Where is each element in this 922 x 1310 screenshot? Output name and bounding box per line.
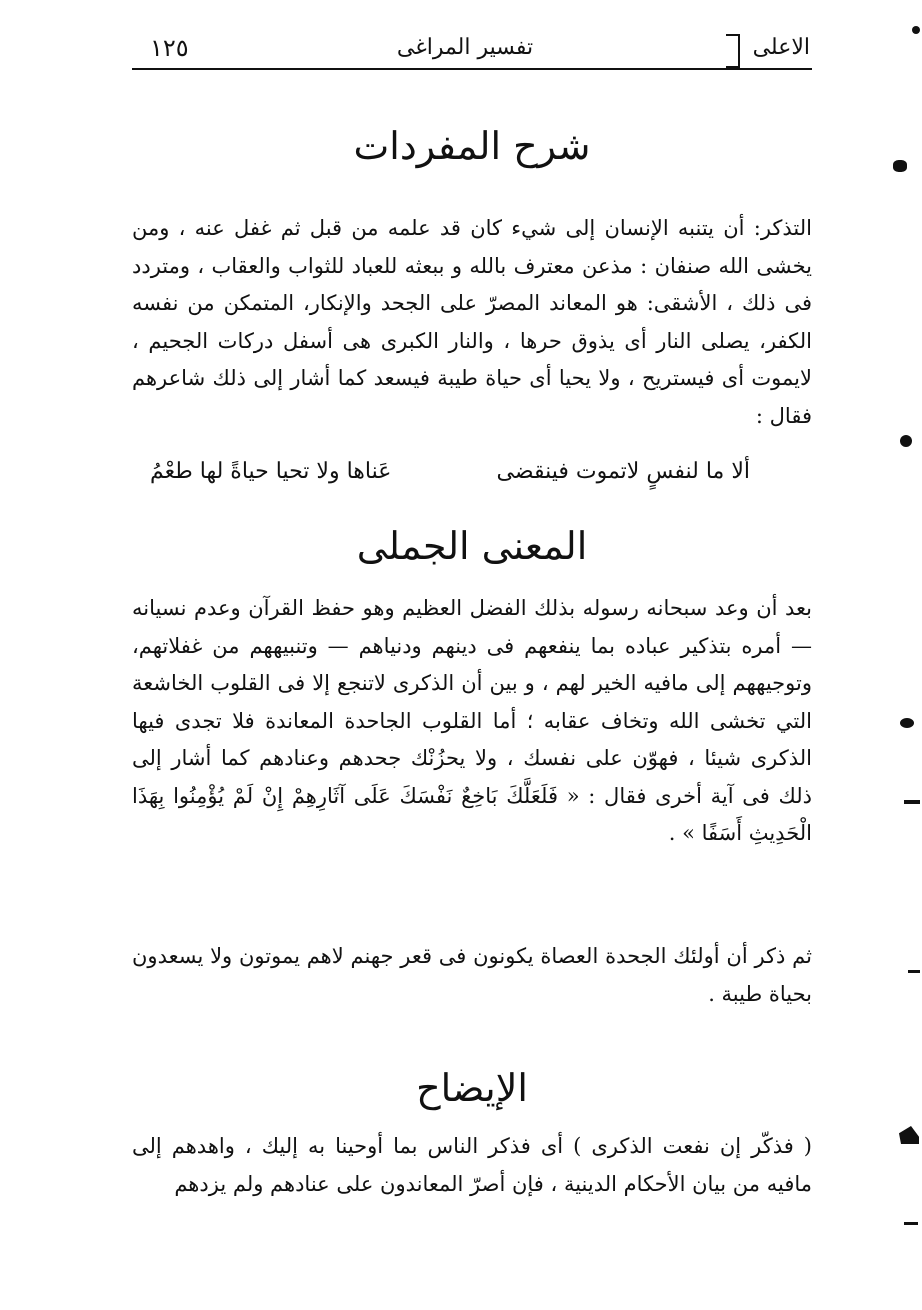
scan-mark [899, 1126, 919, 1144]
overall-meaning-heading: المعنى الجملى [356, 524, 588, 568]
scan-mark [893, 160, 907, 172]
scan-mark [904, 800, 920, 804]
scan-mark [900, 718, 914, 728]
explanation-paragraph: ( فذكّر إن نفعت الذكرى ) أى فذكر الناس بما أوحينا به إليك ، واهدهم إلى مافيه من بيان الأحكام الدينية ، فإن أصرّ المعاندون على عنادهم ولم يزدهم [132, 1134, 812, 1196]
poetry-verse [150, 452, 750, 492]
verse-first-hemistich: ألا ما لنفسٍ لاتموت فينقضى [496, 459, 750, 484]
surah-name: الاعلى [752, 35, 810, 60]
vocab-paragraph: التذكر: أن يتنبه الإنسان إلى شيء كان قد علمه من قبل ثم غفل عنه ، ومن يخشى الله صنفان : مذعن معترف بالله و ببعثه للعباد للثواب والعقاب ، ومتردد فى ذلك ، الأشقى: هو المعاند المصرّ على الجحد والإنكار، المتمكن من نفسه الكفر، يصلى النار أى يذوق حرها ، والنار الكبرى هى أسفل دركات الجحيم ، لايموت أى فيستريح ، ولا يحيا أى حياة طيبة فيسعد كما أشار إلى ذلك شاعرهم فقال : [132, 216, 812, 428]
scan-mark [912, 26, 920, 34]
scan-mark [900, 435, 912, 447]
explanation-heading: الإيضاح [416, 1066, 528, 1110]
header-rule [132, 68, 812, 70]
book-title: تفسير المراغى [396, 35, 534, 60]
vocab-heading: شرح المفردات [353, 124, 591, 168]
verse-second-hemistich: عَناها ولا تحيا حياةً لها طعْمُ [150, 459, 392, 484]
scan-mark [908, 970, 920, 973]
scan-mark [904, 1222, 918, 1225]
page-number: ١٢٥ [150, 34, 189, 62]
overall-meaning-paragraph-2: ثم ذكر أن أولئك الجحدة العصاة يكونون فى قعر جهنم لاهم يموتون ولا يسعدون بحياة طيبة . [132, 944, 812, 1006]
overall-meaning-paragraph: بعد أن وعد سبحانه رسوله بذلك الفضل العظيم وهو حفظ القرآن وعدم نسيانه — أمره بتذكير عباده بما ينفعهم فى دينهم ودنياهم — وتنبيههم من غفلاتهم، وتوجيههم إلى مافيه الخير لهم ، و بين أن الذكرى لاتنجع إلا فى القلوب الخاشعة التي تخشى الله وتخاف عقابه ؛ أما القلوب الجاحدة المعاندة فلا تجدى فيها الذكرى شيئا ، فهوّن على نفسك ، ولا يحزُنْك جحدهم وعنادهم كما أشار إلى ذلك فى آية أخرى فقال : « فَلَعَلَّكَ بَاخِعٌ نَفْسَكَ عَلَى آثَارِهِمْ إِنْ لَمْ يُؤْمِنُوا بِهَذَا الْحَدِيثِ أَسَفًا » . [132, 596, 812, 845]
